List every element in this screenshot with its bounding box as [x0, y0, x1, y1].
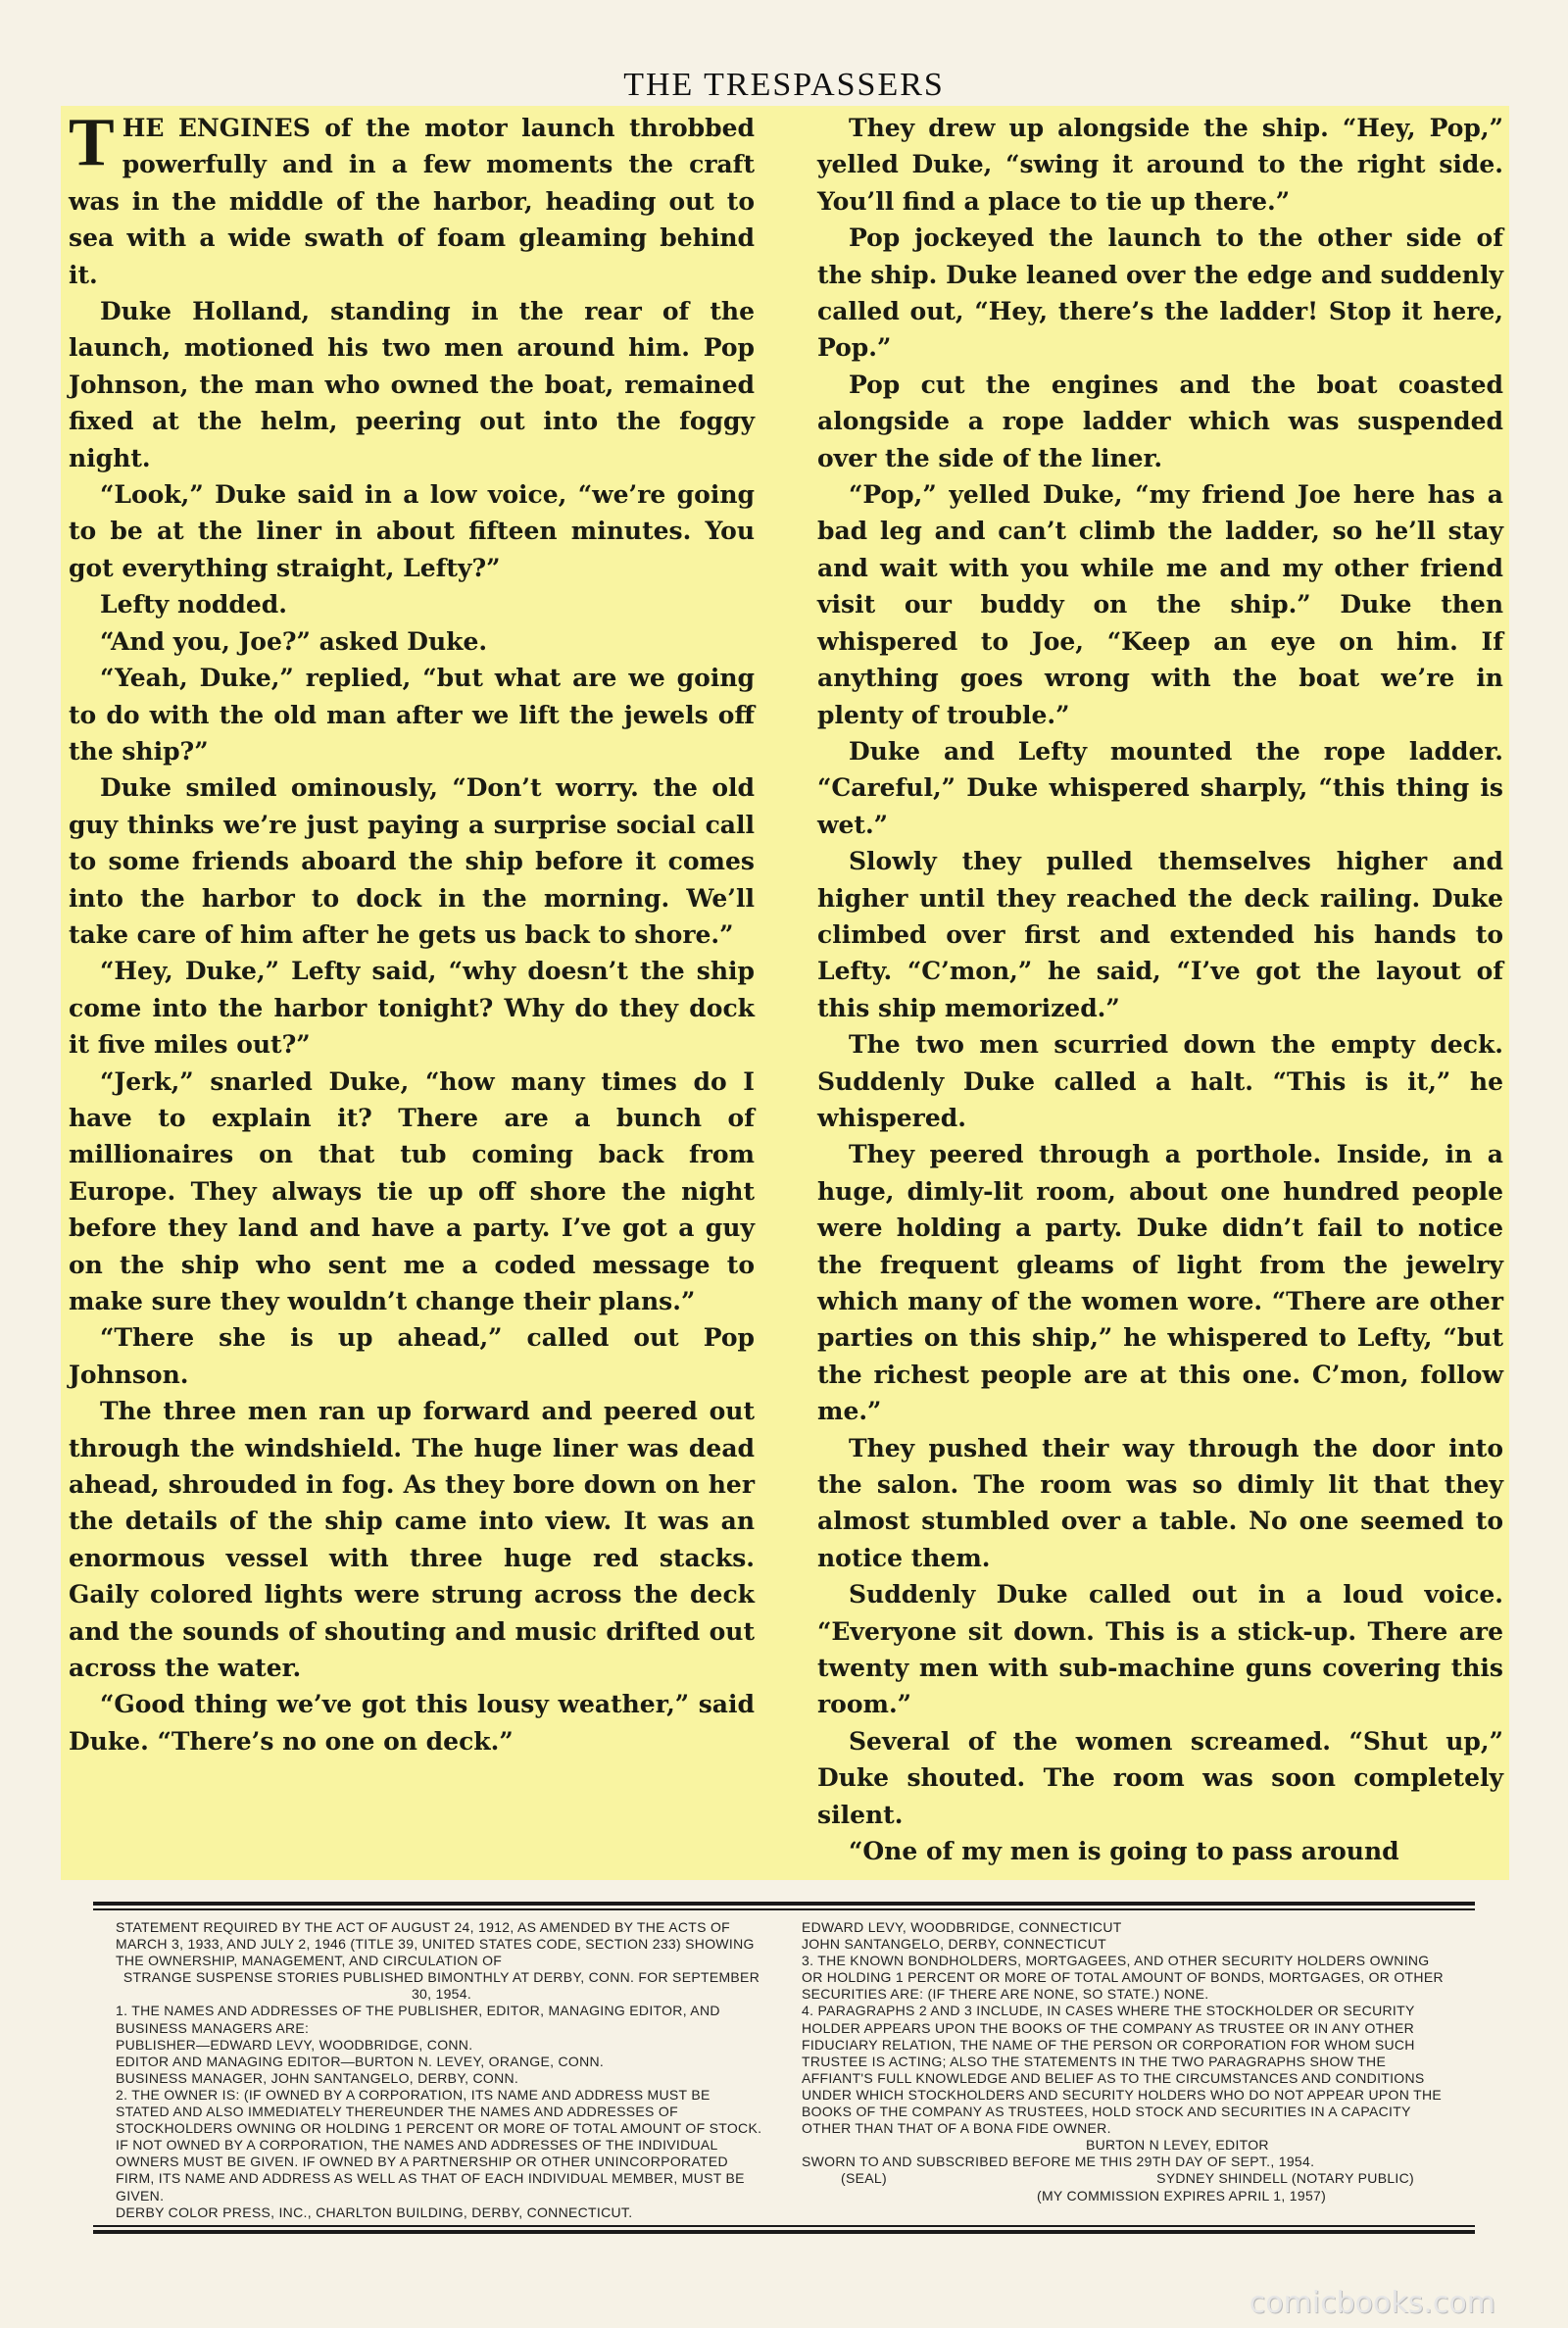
paragraph: Duke Holland, standing in the rear of the launch, motioned his two men around him. Pop Johnson, the man who owned the boat, remained fixed at the helm, peering out into the foggy night.: [69, 297, 755, 472]
story-title: THE TRESPASSERS: [623, 67, 945, 103]
watermark: comicbooks.com: [1249, 2286, 1495, 2320]
statement-line: EDWARD LEVY, WOODBRIDGE, CONNECTICUT: [802, 1919, 1122, 1935]
statement-line: STATEMENT REQUIRED BY THE ACT OF AUGUST 24, 1912, AS AMENDED BY THE ACTS OF MARCH 3, 1933, AND JULY 2, 1946 (TITLE 39, UNITED STATES CODE, SECTION 233) SHOWING THE OWNERSHIP, MANAGEMENT, AND CIRCULATION OF: [116, 1919, 759, 1969]
divider: [93, 2230, 1475, 2234]
paragraph: “Look,” Duke said in a low voice, “we’re going to be at the liner in about fifteen minutes. You got everything straight, Lefty?”: [69, 480, 755, 582]
paragraph: They pushed their way through the door into the salon. The room was so dimly lit that they almost stumbled over a table. No one seemed to notice them.: [817, 1433, 1503, 1572]
statement-line: STRANGE SUSPENSE STORIES PUBLISHED BIMONTHLY AT DERBY, CONN. FOR SEPTEMBER 30, 1954.: [122, 1969, 764, 2003]
paragraph: “Good thing we’ve got this lousy weather,” said Duke. “There’s no one on deck.”: [69, 1690, 755, 1756]
ownership-statement-right: [802, 1919, 1453, 2204]
paragraph: Duke smiled ominously, “Don’t worry. the old guy thinks we’re just paying a surprise social call to some friends aboard the ship before it comes into the harbor to dock in the morning. We’ll take care of him after he gets us back to shore.”: [69, 773, 755, 949]
divider: [93, 1902, 1475, 1906]
paragraph: “Hey, Duke,” Lefty said, “why doesn’t the ship come into the harbor tonight? Why do they dock it five miles out?”: [69, 957, 755, 1060]
paragraph: “One of my men is going to pass around: [849, 1837, 1399, 1866]
statement-line: JOHN SANTANGELO, DERBY, CONNECTICUT: [802, 1936, 1107, 1953]
paragraph: Duke and Lefty mounted the rope ladder. “Careful,” Duke whispered sharply, “this thing is wet.”: [817, 736, 1503, 839]
seal-label: (SEAL): [841, 2170, 887, 2187]
statement-line: BUSINESS MANAGER, JOHN SANTANGELO, DERBY, CONN.: [116, 2069, 519, 2086]
statement-line: 4. PARAGRAPHS 2 AND 3 INCLUDE, IN CASES WHERE THE STOCKHOLDER OR SECURITY HOLDER APPEARS UPON THE BOOKS OF THE COMPANY AS TRUSTEE OR IN ANY OTHER FIDUCIARY RELATION, THE NAME OF THE PERSON OR CORPORATION FOR WHOM SUCH TRUSTEE IS ACTING; ALSO THE STATEMENTS IN THE TWO PARAGRAPHS SHOW THE AFFIANT'S FULL KNOWLEDGE AND BELIEF AS TO THE CIRCUMSTANCES AND CONDITIONS UNDER WHICH STOCKHOLDERS AND SECURITY HOLDERS WHO DO NOT APPEAR UPON THE BOOKS OF THE COMPANY AS TRUSTEES, HOLD STOCK AND SECURITIES IN A CAPACITY OTHER THAN THAT OF A BONA FIDE OWNER.: [802, 2003, 1446, 2137]
ownership-statement-left: [116, 1919, 767, 2221]
statement-line: PUBLISHER—EDWARD LEVY, WOODBRIDGE, CONN.: [116, 2036, 473, 2053]
paragraph: THE ENGINES of the motor launch throbbed powerfully and in a few moments the craft was in the middle of the harbor, heading out to sea with a wide swath of foam gleaming behind it.: [69, 105, 755, 289]
paragraph: Pop cut the engines and the boat coasted alongside a rope ladder which was suspended over the side of the liner.: [817, 370, 1503, 472]
paragraph: The three men ran up forward and peered out through the windshield. The huge liner was dead ahead, shrouded in fog. As they bore down on her the details of the ship came into view. It was an enormous vessel with three huge red stacks. Gaily colored lights were strung across the deck and the sounds of shouting and music drifted out across the water.: [69, 1397, 755, 1683]
paragraph: “And you, Joe?” asked Duke.: [100, 626, 488, 656]
paragraph: “Pop,” yelled Duke, “my friend Joe here has a bad leg and can’t climb the ladder, so he’ll stay and wait with you while me and my other friend visit our buddy on the ship.” Duke then whispered to Joe, “Keep an eye on him. If anything goes wrong with the boat we’re in plenty of trouble.”: [817, 480, 1503, 729]
statement-line: 2. THE OWNER IS: (IF OWNED BY A CORPORATION, ITS NAME AND ADDRESS MUST BE STATED AND ALSO IMMEDIATELY THEREUNDER THE NAMES AND ADDRESSES OF STOCKHOLDERS OWNING OR HOLDING 1 PERCENT OR MORE OF TOTAL AMOUNT OF STOCK. IF NOT OWNED BY A CORPORATION, THE NAMES AND ADDRESSES OF THE INDIVIDUAL OWNERS MUST BE GIVEN. IF OWNED BY A PARTNERSHIP OR OTHER UNINCORPORATED FIRM, ITS NAME AND ADDRESS AS WELL AS THAT OF EACH INDIVIDUAL MEMBER, MUST BE GIVEN.: [116, 2086, 766, 2204]
notary-name: SYDNEY SHINDELL (NOTARY PUBLIC): [1156, 2170, 1414, 2187]
paragraph: “Yeah, Duke,” replied, “but what are we going to do with the old man after we lift the jewels off the ship?”: [69, 664, 755, 766]
editor-signature: BURTON N LEVEY, EDITOR: [1086, 2137, 1269, 2154]
statement-line: EDITOR AND MANAGING EDITOR—BURTON N. LEVEY, ORANGE, CONN.: [116, 2053, 605, 2069]
commission-line: (MY COMMISSION EXPIRES APRIL 1, 1957): [1037, 2187, 1327, 2204]
paragraph: They drew up alongside the ship. “Hey, Pop,” yelled Duke, “swing it around to the right side. You’ll find a place to tie up there.”: [817, 114, 1503, 216]
paragraph: Lefty nodded.: [100, 590, 287, 619]
story-column-right: [817, 110, 1503, 1870]
paragraph: Pop jockeyed the launch to the other side of the ship. Duke leaned over the edge and suddenly called out, “Hey, there’s the ladder! Stop it here, Pop.”: [817, 223, 1503, 363]
divider: [93, 1908, 1475, 1910]
paragraph: “Jerk,” snarled Duke, “how many times do I have to explain it? There are a bunch of millionaires on that tub coming back from Europe. They always tie up off shore the night before they land and have a party. I’ve got a guy on the ship who sent me a coded message to make sure they wouldn’t change their plans.”: [69, 1066, 755, 1315]
paragraph: Slowly they pulled themselves higher and higher until they reached the deck railing. Duke climbed over first and extended his hands to Lefty. “C’mon,” he said, “I’ve got the layout of this ship memorized.”: [817, 847, 1503, 1022]
story-column-left: [69, 105, 755, 1759]
paragraph: Several of the women screamed. “Shut up,” Duke shouted. The room was soon completely silent.: [817, 1726, 1503, 1829]
paragraph: The two men scurried down the empty deck. Suddenly Duke called a halt. “This is it,” he whispered.: [817, 1030, 1503, 1132]
drop-cap: T: [69, 105, 115, 180]
statement-line: 3. THE KNOWN BONDHOLDERS, MORTGAGEES, AND OTHER SECURITY HOLDERS OWNING OR HOLDING 1 PERCENT OR MORE OF TOTAL AMOUNT OF BONDS, MORTGAGES, OR OTHER SECURITIES ARE: (IF THERE ARE NONE, SO STATE.) NONE.: [802, 1953, 1448, 2003]
statement-line: 1. THE NAMES AND ADDRESSES OF THE PUBLISHER, EDITOR, MANAGING EDITOR, AND BUSINESS MANAGERS ARE:: [116, 2003, 724, 2036]
paragraph: “There she is up ahead,” called out Pop Johnson.: [69, 1323, 755, 1389]
sworn-line: SWORN TO AND SUBSCRIBED BEFORE ME THIS 29TH DAY OF SEPT., 1954.: [802, 2154, 1315, 2170]
paragraph: They peered through a porthole. Inside, in a huge, dimly-lit room, about one hundred people were holding a party. Duke didn’t fail to notice the frequent gleams of light from the jewelry which many of the women wore. “There are other parties on this ship,” he whispered to Lefty, “but the richest people are at this one. C’mon, follow me.”: [817, 1140, 1503, 1426]
divider: [93, 2225, 1475, 2227]
statement-line: DERBY COLOR PRESS, INC., CHARLTON BUILDING, DERBY, CONNECTICUT.: [116, 2204, 633, 2220]
paragraph: Suddenly Duke called out in a loud voice. “Everyone sit down. This is a stick-up. There are twenty men with sub-machine guns covering this room.”: [817, 1580, 1503, 1719]
